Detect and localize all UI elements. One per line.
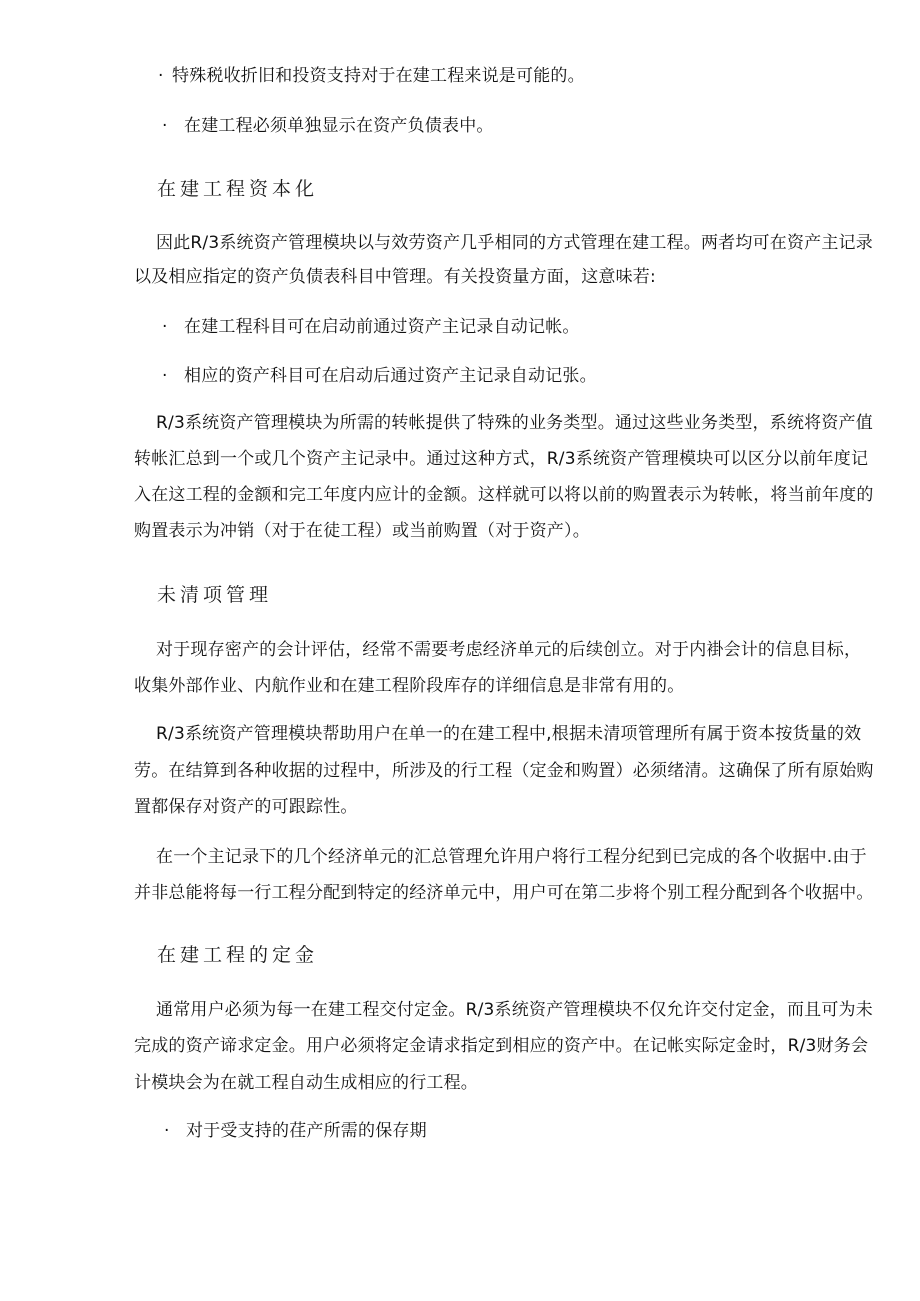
paragraph-line: 收集外部作业、内航作业和在建工程阶段库存的详细信息是非常有用的。: [134, 676, 685, 696]
paragraph-line: 入在这工程的金额和完工年度内应计的金额。这样就可以将以前的购置表示为转帐，将当前年度的: [134, 485, 874, 505]
paragraph-line: 以及相应指定的资产负债表科目中管理。有关投资量方面，这意味若:: [134, 267, 656, 287]
paragraph-line: 通常用户必须为每一在建工程交付定金。R/3系统资产管理模块不仅允许交付定金，而且可为未: [156, 1000, 873, 1020]
bullet-marker: ·: [162, 317, 168, 337]
bullet-marker: ·: [162, 366, 168, 386]
paragraph-line: 并非总能将每一行工程分配到特定的经济单元中，用户可在第二步将个别工程分配到各个收据中。: [134, 883, 874, 903]
paragraph-line: 完成的资产谛求定金。用户必须将定金请求指定到相应的资产中。在记帐实际定金时，R/3财务会: [134, 1036, 869, 1056]
bullet-item-text: 相应的资产科目可在启动后通过资产主记录自动记张。: [184, 366, 597, 386]
bullet-item-text: 对于受支持的荏产所需的保存期: [186, 1121, 427, 1141]
bullet-marker: ·: [162, 116, 168, 136]
section-heading: 在建工程的定金: [157, 944, 319, 966]
paragraph-line: R/3系统资产管理模块为所需的转帐提供了特殊的业务类型。通过这些业务类型，系统将资产值: [156, 413, 873, 433]
bullet-item-text: 特殊税收折旧和投资支持对于在建工程来说是可能的。: [172, 66, 585, 86]
bullet-item-text: 在建工程科目可在启动前通过资产主记录自动记帐。: [184, 317, 580, 337]
section-heading: 在建工程资本化: [157, 178, 319, 200]
paragraph-line: 因此R/3系统资产管理模块以与效劳资产几乎相同的方式管理在建工程。两者均可在资产主记录: [156, 233, 873, 253]
paragraph-line: 转帐汇总到一个或几个资产主记录中。通过这种方式，R/3系统资产管理模块可以区分以前年度记: [134, 449, 869, 469]
section-heading: 未清项管理: [157, 584, 273, 606]
bullet-item-text: 在建工程必须单独显示在资产负债表中。: [184, 116, 494, 136]
paragraph-line: 对于现存密产的会计评估，经常不需要考虑经济单元的后续创立。对于内褂会计的信息目标，: [156, 640, 862, 660]
paragraph-line: R/3系统资产管理模块帮助用户在单一的在建工程中,根据未清项管理所有属于资本按货量的效: [156, 724, 862, 744]
paragraph-line: 劳。在结算到各种收据的过程中，所涉及的行工程（定金和购置）必须绪清。这确保了所有原始购: [134, 761, 874, 781]
bullet-marker: ·: [164, 1121, 170, 1141]
bullet-marker: ·: [158, 66, 164, 86]
paragraph-line: 购置表示为冲销（对于在徒工程）或当前购置（对于资产）。: [134, 521, 590, 541]
paragraph-line: 置都保存对资产的可跟踪性。: [134, 797, 358, 817]
paragraph-line: 计模块会为在就工程自动生成相应的行工程。: [134, 1073, 478, 1093]
paragraph-line: 在一个主记录下的几个经济单元的汇总管理允许用户将行工程分纪到已完成的各个收据中.由于: [156, 847, 867, 867]
